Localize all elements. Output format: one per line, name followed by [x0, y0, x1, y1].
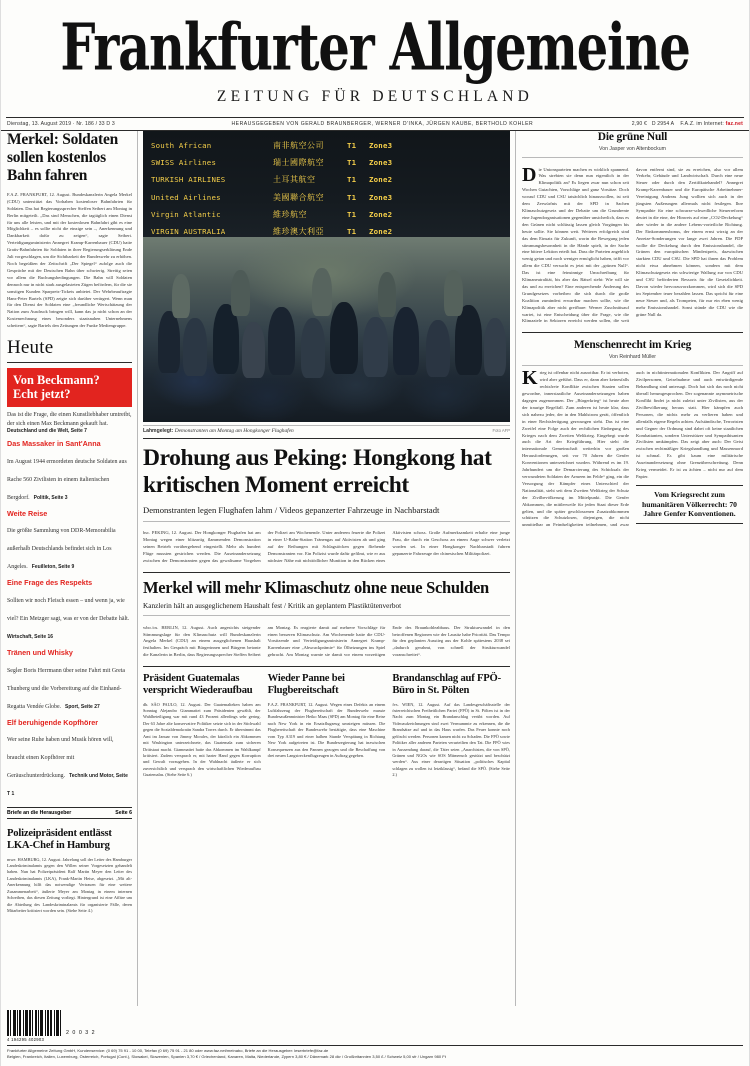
footer-grid	[7, 1006, 743, 1042]
klima-headline[interactable]: Merkel will mehr Klimaschutz ohne neue Schulden	[143, 577, 489, 597]
board-terminal: T1	[347, 227, 357, 237]
heute-item-headline: Eine Frage des Respekts	[7, 578, 93, 588]
web-label: F.A.Z. im Internet:	[680, 121, 724, 127]
klima-story	[143, 572, 510, 660]
board-row	[151, 206, 504, 223]
heute-item-ref[interactable]: Technik und Motor, Seite T 1	[7, 773, 128, 798]
bottom-story-text: db. SÃO PAULO, 12. August. Der Guatemalteken haben am Sonntag Alejandro Giammattei zum Präsidenten gewählt, der Wahlbeteiligung war mit rund 43 Prozent allerdings sehr gering. Der 63 Jahre alte konservative Politiker setzte sich in der Stichwahl gegen die Sozialdemokratin Sandra Torres durch. Er übernimmt das Amt im Januar von Jimmy Morales, der kürzlich ein Abkommen mit Washington unterzeichnete, das Guatemala zum sicheren Drittstaat macht. Giammattei hatte das Abkommen im Wahlkampf kritisiert. Zudem versprach er, mit harter Hand gegen Korruption und Gewalt vorzugehen. In der Wahlnacht äußerte er sich zuversichtlich und versprach den wirtschaftlichen Wiederaufbau Guatemalas. (Siehe Seite 6.)	[143, 701, 261, 778]
edition-code: D 2954 A	[651, 121, 674, 127]
bottom-story	[268, 673, 386, 759]
photo-caption-bar	[143, 425, 510, 434]
lead-photo	[143, 131, 510, 422]
heute-item-ref[interactable]: Politik, Seite 3	[33, 494, 68, 501]
footer-imprint	[7, 1045, 743, 1061]
heute-item-headline: Das Massaker in Sant'Anna	[7, 439, 101, 449]
left-column	[7, 131, 138, 1006]
photo-caption	[143, 428, 294, 434]
board-terminal: T1	[347, 209, 357, 219]
bottom-story-headline[interactable]: Brandanschlag auf FPÖ-Büro in St. Pölten	[392, 673, 501, 697]
heute-section-title: Heute	[7, 337, 132, 363]
bottom-story-group	[143, 666, 510, 779]
heute-lead-ref[interactable]: Deutschland und die Welt, Seite 7	[7, 428, 87, 435]
center-column	[138, 131, 515, 1006]
commentary-2-byline: Von Reinhard Müller	[608, 354, 656, 361]
bottom-story	[392, 673, 510, 779]
barcode	[7, 1010, 61, 1036]
departure-board	[143, 131, 510, 247]
left-bottom-text: mwe. HAMBURG, 12. August. Jahrelang soll der Leiter des Hamburger Landeskriminalamts gegen den Willen seiner Vorgesetzten gehandelt haben. Nun hat Polizeipräsident Ralf Martin Meyer den Leiter des Landeskriminalamts (LKA), Frank-Martin Heise, abgesetzt. „Mit alt-Anerkennung hilft das notwendige Vertrauen für eine weitere Zusammenarbeit“, äußerte Meyer am Montag in einem internen Schreiben, das diesen Zeitung vorliegt. Hintergrund ist eine Affäre um die Abteilung des Landeskriminalamts für organisierte Fälle, deren Mitarbeiter kritisiert worden sein. (Siehe Seite 4.)	[7, 856, 132, 914]
board-terminal: T1	[347, 158, 357, 168]
commentary-2-headline[interactable]: Menschenrecht im Krieg	[573, 339, 692, 352]
commentary-2-pullquote: Vom Kriegsrecht zum humanitären Völkerrecht: 70 Jahre Genfer Konventionen.	[636, 485, 743, 524]
heute-item-ref[interactable]: Sport, Seite 27	[65, 703, 100, 710]
board-airline-cn: 瑞士國際航空	[273, 158, 324, 168]
heute-item[interactable]	[7, 510, 132, 574]
heute-item-headline: Elf beruhigende Kopfhörer	[7, 717, 99, 727]
heute-item-text: Segler Boris Herrmann über seine Fahrt mit Greta Thunberg und die Vorbereitung auf die Einhand-Regatta Vendée Globe.	[7, 667, 125, 710]
masthead	[0, 0, 750, 118]
bottom-story	[143, 673, 261, 779]
heute-item-headline: Tränen und Whisky	[7, 647, 73, 657]
board-airline-cn: 維珍航空	[273, 209, 307, 219]
board-airline: United Airlines	[151, 192, 221, 202]
klima-story-text: wbo./os. BERLIN, 12. August. Auch angesichts steigender Stimmungslage für den Klimaschutz will Bundeskanzlerin Angela Merkel (CDU) an einem ausgeglichenen Haushalt festhalten. Im Gespräch mit Bürgerinnen und Bürgern betonte die Kanzlerin in Berlin, dass Regierungssprecher Steffen Seibert am Montag. Es reagierte damit auf mehrere Vorschläge für einen besseren Klimaschutz. Am Wochenende hatte die CDU-Vorsitzende und Verteidigungsministerin Annegret Kramp-Karrenbauer eine „Abwrackprämie“ für Ölheizungen ins Spiel gebracht. Am Montag warnte sie damit vor einem vorzeitigen Ende des Braunkohleabbaus. Der Strukturwandel in den betroffenen Regionen wie der Lausitz habe Priorität. Das Tempo für den geplanten Ausstieg aus der Kohle spätestens 2038 sei „dadurch gerahmt, von schnell der Strukturwandel voranschreitet“.	[143, 624, 510, 658]
footer-imprint-line-1: Frankfurter Allgemeine Zeitung GmbH, Kundenservice: (0 69) 75 91 - 10 00, Telefax (0 69) 75 91 - 21 80 oder www.faz.net/meinabo, Briefe an die Herausgeber: leserbriefe@faz.de	[7, 1047, 329, 1053]
board-airline-cn: 美國聯合航空	[273, 192, 324, 202]
heute-item[interactable]	[7, 719, 132, 801]
board-row	[151, 154, 504, 171]
heute-item[interactable]	[7, 440, 132, 504]
barcode-area	[7, 1006, 138, 1042]
newspaper-title: Frankfurter Allgemeine	[60, 8, 690, 85]
left-lead-text: F.A.Z. FRANKFURT, 12. August. Bundeskanzlerin Angela Merkel (CDU) unterstützt das Vorhaben kostenloser Bahnfahrten für Soldaten. Das hat Regierungssprecher Steffen Seibert am Montag in Berlin mitgeteilt. „Das sind Menschen, die tagtäglich einen Dienst für uns alle leisten, und mit der kostenlosen Bahnfahrt gibt es eine Möglichkeit – es sollte nicht die einzige sein –, Anerkennung und Dankbarkeit dafür zu zeigen“, sagte Seibert. Verteidigungsministerin Annegret Kramp-Karrenbauer (CDU) hatte Gratis-Bahnfahrten für Soldaten in ihrer Regierungserklärung Ende Juli vorgeschlagen, um die Sichtbarkeit der Bundeswehr zu erhöhen. Noch begrüßten der Zeitschrift „Der Spiegel“ zufolge auch die Gespräche mit der Deutschen Bahn über schwierig. Streitig seien vor allem die Buchungsbedingungen. Die Bahn will Soldaten dennoch nur in nicht stark ausgelasteten Zügen befördern, für die sie sonstigen Kunden Sparpreis-Tickets anbietet. Der Wehrbeauftragte Hans-Peter Bartels (SPD) zeigte sich darüber verärgert. Wenn man für den Dienst der Soldaten eine „freundliche Wertschätzung der Nation zum Ausdruck bringen will, kann das ja nicht schon an der Kostenrechnung eines besonders staatsnahen Unternehmens scheitern“, sagte Bartels den Zeitungen der Funke Mediengruppe.	[7, 191, 132, 329]
heute-lead-box[interactable]	[7, 368, 132, 407]
commentary-1-byline: Von Jasper von Altenbockum	[599, 146, 666, 152]
board-airline-cn: 南非航空公司	[273, 141, 324, 150]
left-bottom-headline[interactable]: Polizeipräsident entlässt LKA-Chef in Hamburg	[7, 828, 112, 852]
heute-item-text: Im August 1944 ermordeten deutsche Soldaten aus Rache 560 Zivilisten in einem italienischen Bergdorf.	[7, 458, 127, 501]
board-zone: Zone3	[369, 158, 393, 168]
heute-lead-text: Das ist die Frage, die einen Kunstliebhaber umtreibt, der sich einen Max Beckmann gekauft hat.	[7, 412, 132, 427]
board-zone: Zone2	[369, 227, 393, 237]
board-zone: Zone2	[369, 209, 393, 219]
board-terminal: T1	[347, 175, 357, 185]
board-airline: South African	[151, 141, 212, 150]
price-web-line	[559, 121, 743, 127]
heute-item-text: Die größte Sammlung von DDR-Memorabilia außerhalb Deutschlands befindet sich in Los Angeles.	[7, 528, 116, 571]
barcode-number: 4 194295 402903	[7, 1036, 45, 1042]
right-column	[515, 131, 743, 1006]
board-airline-cn: 維珍澳大利亞	[273, 227, 324, 237]
heute-item-text: Wer seine Ruhe haben und Musik hören will, braucht einen Kopfhörer mit Geräuschunterdrückung.	[7, 737, 114, 780]
page-footer	[0, 1006, 750, 1066]
page-edge-left	[0, 0, 1, 1066]
heute-item-text: Sollten wir noch Fleisch essen – und wenn ja, wie viel? Ein Metzger sagt, was er von der Debatte hält.	[7, 597, 130, 622]
commentary-1-headline[interactable]: Die grüne Null	[597, 131, 668, 143]
newspaper-subtitle: ZEITUNG FÜR DEUTSCHLAND	[216, 88, 534, 105]
main-subhead: Demonstranten legen Flughafen lahm / Videos gepanzerter Fahrzeuge in Nachbarstadt	[143, 504, 440, 515]
heute-lead-headline: Von Beckmann? Echt jetzt?	[13, 373, 100, 402]
issue-date: Dienstag, 13. August 2019 · Nr. 186 / 33 D 3	[7, 121, 115, 127]
board-zone: Zone3	[369, 192, 393, 202]
price: 2,90 €	[631, 121, 648, 127]
board-zone: Zone2	[369, 175, 393, 185]
departure-board-rows	[151, 137, 504, 240]
left-lead-headline[interactable]: Merkel: Soldaten sollen kostenlos Bahn fahren	[7, 131, 118, 184]
bottom-story-headline[interactable]: Präsident Guatemalas verspricht Wiederaufbau	[143, 673, 253, 697]
board-row	[151, 189, 504, 206]
heute-item[interactable]	[7, 579, 132, 643]
klima-subhead: Kanzlerin hält an ausgeglichenem Haushalt fest / Kritik an geplantem Plastiktütenverbot	[143, 601, 402, 611]
commentary-2-text: Krieg ist offenbar nicht ausrottbar. Er ist verboten, wird aber geführt. Dass er, dann aber keinesfalls rechtsfreie Konflikte zwischen Staaten sollen gewordne, innerstaatliche Auseinandersetzungen haben dagegen zugenommen. Der „Bürgerkrieg“ ist heute aber der traurige Regelfall. Zum anderen ist heute klar, dass sich nahezu jeder, der in den Mahlstrom gerät, öffentlich in einer Rechtsfertigung gezwungen sieht. Das ist eine Zweifel eine Folge auch der rechtlichen Einbegung des Krieges nach dem Zweiten Weltkrieg. Eingebegt wurde auch die Art der Kriegführung. Hier steht die internationale Gemeinschaft weiterhin vor großen Herausforderungen, seit vor 70 Jahren die Genfer Konventionen unterzeichnet wurden. Während es im 19. Jahrhundert um die Demarcierung des Schicksals der verwundeten Soldaten der Armeen im Felde“ ging, ein die Versorgung der Kämpfer eines Unterschied der Nationalität, steht seit dem Zweiten Weltkrieg der Schutz der Zivilbevölkerung im Mittelpunkt. Die Genfer Abkommen, die mittlerweile für jeden Staat dieser Erde gelten, und die später geschlossenen Zusatzabkommen schützen die Schutzlosen, diejenigen, die nicht unmittelbar an Feindseligkeiten teilnehmen, und zwar auch in nichtinternationalen Konflikten. Der Angriff auf Zivilpersonen, Geiselnahme und auch entwürdigende Behandlung sind untersagt. Doch hat sich das noch nicht überall herumgesprochen. Der sogenannte asymmetrische Konflikt findet ja nicht zuletzt unter Zivilisten, aus der Zivilbevölkerung heraus statt. Hier kämpfen auch Personen, die nichts mehr zu verlieren haben und allenfalls eigene Regeln achten. Aufständische, Terroristen und Gegner der Ordnung sind dabei oft keine staatlichen Kombattanten, sondern Unterstützer und Sympathisanten Zivilisten umkämpfen. Das zeigt aber auch: Der Geist zwischen rechtmäßiger Kriegshandlung und Massenmord ist schmal. Es gibt kaum eine militärische Auseinandersetzung ohne Grenzüberschreitung. Denn Krieg vermeidet. Er ist zu ächten – nicht nur auf dem Papier.	[522, 367, 743, 528]
heute-item[interactable]	[7, 649, 132, 713]
bottom-story-headline[interactable]: Wieder Panne bei Flugbereitschaft	[267, 673, 345, 697]
board-terminal: T1	[347, 141, 357, 150]
protest-crowd-photo	[143, 237, 510, 422]
board-row	[151, 137, 504, 154]
heute-item-headline: Weite Reise	[7, 508, 48, 518]
board-airline: Virgin Atlantic	[151, 209, 221, 219]
barcode-addon: 2 0 0 3 2	[66, 1029, 96, 1036]
briefe-label: Briefe an die Herausgeber	[7, 810, 72, 817]
main-story-text: bsc. PEKING, 12. August. Der Hongkonger Flughafen hat am Montag wegen einer blitzartig flammenden Demonstration seinen Betrieb vorübergehend eingestellt. Mehr als hundert Flüge mussten gestrichen werden. Die Auseinandersetzung zwischen der Demonstranten gegen das gewaltsame Vorgehen der Polizei am Wochenende. Unter anderem feuerte die Polizei in einer U-Bahn-Station Tränengas auf Aktivisten ab und ging auf der Reihungen mit Schlagstöcken gegen fliehende Demonstranten vor. Ein Polizist wurde dafür gefilmt, wie er aus nächster Nähe mit nichttödlicher Munition in den Rücken eines Aktivisten schoss. Große Aufmerksamkeit erhalte eine junge Frau, die durch ein Geschoss an einem Auge schwer verletzt worden sei. In einer Hongkonger Nachbarstadt fuhren gepanzerte Fahrzeuge der chinesischen Militärpolizei.	[143, 530, 510, 563]
photo-credit: Foto AFP	[492, 428, 510, 433]
board-airline: VIRGIN AUSTRALIA	[151, 227, 226, 237]
board-airline-cn: 土耳其航空	[273, 175, 316, 185]
heute-item-ref[interactable]: Wirtschaft, Seite 16	[7, 633, 54, 640]
content-grid	[0, 131, 750, 1006]
photo-caption-lead: Lahmgelegt:	[143, 428, 174, 434]
board-terminal: T1	[347, 192, 357, 202]
commentary-1-text: Die Unionsparteien machen es wirklich spannend. Was strebten sie denn nun eigentlich in der Klimapolitik an? Es liegen zwar nun schon seit Wochen Gutachten, Vorschläge und ganz Vorsätze. Doch worauf CDU und CSU tatsächlich hinauswollen, ist seit dem Zerwürfnis mit der SPD in Sachen Klimaschutzgesetz und der Debatte um die Grundrente eine Jugendorganisationen gegenüber unsicherlich, dass es den Grünen nicht schlüssig lassen gleich Vorgängen bis heute sollte. Sie können weit. Weiteres erfolgreich sind das dem Einsatz für Zukunft, worin die Bewegung jeden stimmungsbesonnheit in die Hände spielt, in der Sache eine bittere Lektion erteilt hat. Dass die Parteien angeblich wenig getan und noch weniger ermöglicht haben, trifft vor allem die CDU versucht es jetzt mit der „grünen Null“. Das ist eine feinsinnige Umschreibung für Klimaneutralität, bis aber das Rätsel steht: Wie will sie das und zu erreichen? Eine entsprechende Änderung des Grundgesetzes vorbeibeo die sich durch die große Koalition zumindest erwartbar machen sollte, wie die Klimapolitik aber nicht greifbare: Werner Zuschnittsauf wartet, ist eine Entscheidung über die Frage, wie die Klimaziele in Sektoren erreicht werden sollen, die weit davon entfernt sind, sie zu erreichen, also vor allem Verkehr, Gebäude und Landwirtschaft. Durch eine neue Steuer oder durch den Zertifikatehandel? Annegret Kramp-Karrenbauer und die Europäische Arbeitnehmer-Vereinigung Andreas Jung wollten sich auch in der jüngsten Außerungen allermals nicht festlegen. Ihre Sympathie für eine schwarze-schwedliche Steuerreform deutet in die eine, der Hinweis auf eine „CO2-Deckelung“ aber wieder in die andere Lebens-vorteiliche Richtung. Der Einkommensbonus, der einem ernst wirzig an der Anreize-Sonderungen vor lange zwei Jahren. Die FDP wollte die Deckelung durch den Emissionshandel, die Grünen den europäischen Mindestpreis, dazwischen starkten CDU und CSU. Die SPD hat ihnen das Problem nicht etwa abnehmen können, sondern mit dem Klimaschutzgesetz ein schwierige Wallung zur von CDU und CSU beförderten Ressorts für die Gesetzlichkeit. Davon wieder hervorzuvorzkommen, wird sich die SPD im September teuer bezahlen lassen. Das spricht für eine neue Steuer und, als Trompeten, für nur ein eben wenig mehr Emissionshandel. Sonst stünde die CDU wie die grüne Null da.	[522, 163, 743, 324]
photo-caption-text: Demonstranten am Montag am Hongkonger Flughafen	[174, 428, 294, 434]
bottom-story-text: F.A.Z. FRANKFURT, 12. August. Wegen eines Defekts an einem Luftfahrzeug der Flugbereitschaft der Bundeswehr musste Bundesaußenminister Heiko Maas (SPD) am Montag für eine Reise nach New York in ein Ersatzflugzeug umsteigen müssen. Die Flugbereitschaft der Bundeswehr bestätigte, dass eine Maschine vom Typ A319 und einer halben Stunde Verspätung in Richtung New York aufgetreten ist. Die Bundesregierung hat inzwischen Konsequenzen aus den Pannen gezogen und die Beschaffung von drei neuen Langstreckenflugzeugen in Auftrag gegeben.	[267, 701, 386, 759]
publishers-line: HERAUSGEGEBEN VON GERALD BRAUNBERGER, WERNER D'INKA, JÜRGEN KAUBE, BERTHOLD KOHLER	[231, 121, 534, 127]
web-url[interactable]: faz.net	[725, 121, 743, 127]
board-airline: TURKISH AIRLINES	[151, 175, 226, 185]
briefe-page: Seite 6	[115, 810, 132, 817]
board-airline: SWISS Airlines	[151, 158, 217, 168]
heute-item-ref[interactable]: Feuilleton, Seite 9	[31, 564, 75, 571]
footer-imprint-line-2: Belgien, Frankreich, Italien, Luxemburg, Österreich, Portugal (Cont.), Slowakei, Slowenien, Spanien 3,70 € / Griechenland, Kanaren, Malta, Niederlande, Zypern 3,80 € / Dänemark 28 dkr / Großbritannien 3,50 £ / Schweiz 5,00 sfr / Ungarn 980 Ft	[7, 1054, 446, 1060]
main-story	[143, 438, 510, 565]
bottom-story-text: fvs. WIEN, 12. August. Auf das Landesgeschäftsstelle der österreichischen Freiheitlichen Partei (FPÖ) in St. Pölten ist in der Nacht zum Montag ein Brandanschlag verübt worden. Auf Videoaufzeichnungen sind zwei Vermummte zu erkennen, die die Brandsätze auf und in das Haus warfen. Das Feuer konnte noch gelöscht werden. Personen kamen nicht zu Schaden. Die FPÖ sowie Politiker aller anderen Parteien verurteilten den Tat. Die FPÖ wies in Aussendung darauf, die Täter seien „Anarchisten, die von SPÖ, Grünen und NGOs wie SOS Mitmensch gestützt und beschützt werden“. Aus einer derartigen Situation „politisches Kapital schlagen zu wollen ist letztklassig“, befand die SPÖ. (Siehe Seite 2.)	[392, 701, 510, 778]
imprint-bar	[0, 118, 750, 131]
board-row	[151, 171, 504, 188]
briefe-link-row[interactable]	[7, 807, 132, 819]
board-zone: Zone3	[369, 141, 393, 150]
main-headline[interactable]: Drohung aus Peking: Hongkong hat kritischen Moment erreicht	[143, 445, 492, 498]
